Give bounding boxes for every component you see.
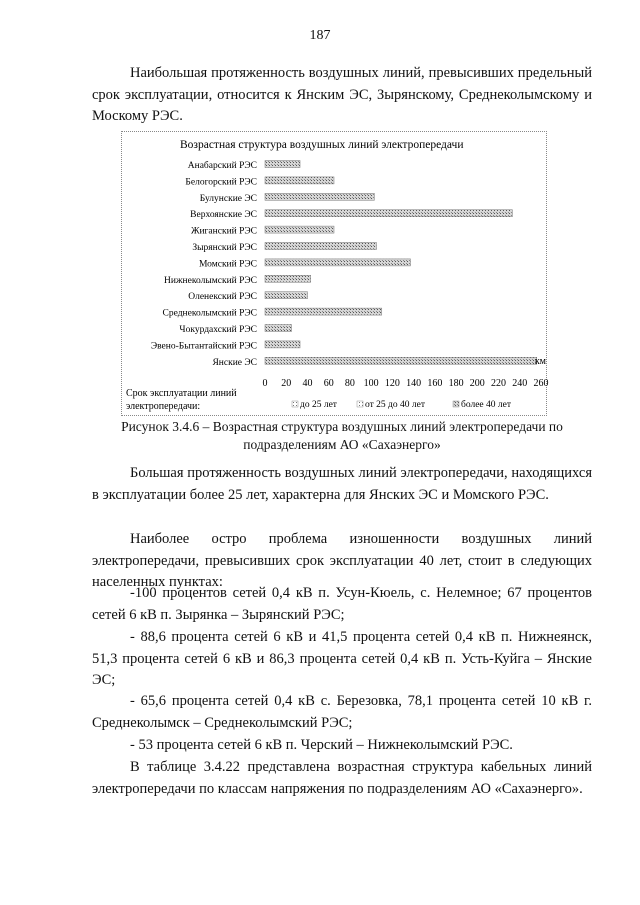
legend-swatch — [292, 401, 298, 407]
x-tick-label: 200 — [469, 378, 485, 389]
bar-chart — [122, 132, 549, 415]
x-tick-label: 260 — [533, 378, 549, 389]
bar-over-40 — [265, 259, 410, 266]
bar-over-40 — [265, 210, 512, 217]
x-tick-label: 160 — [427, 378, 443, 389]
x-tick-label: 40 — [302, 378, 313, 389]
category-label: Эвено-Бытантайский РЭС — [150, 341, 257, 352]
paragraph-1: Большая протяженность воздушных линий электропередачи, находящихся в эксплуатации более 25 лет, характерна для Янских ЭС и Момского РЭС. — [92, 465, 592, 503]
x-tick-label: 0 — [262, 378, 268, 389]
bar-over-40 — [265, 161, 300, 168]
category-label: Момский РЭС — [198, 259, 257, 270]
bar-over-40 — [265, 243, 376, 250]
x-tick-label: 80 — [344, 378, 355, 389]
category-label: Янские ЭС — [212, 357, 257, 368]
legend-label: более 40 лет — [461, 400, 511, 410]
legend-title-line2: электропередачи: — [126, 401, 201, 412]
bar-over-40 — [265, 226, 334, 233]
page-number: 187 — [309, 28, 331, 43]
legend-swatch — [453, 401, 459, 407]
x-tick-label: 140 — [406, 378, 422, 389]
paragraph-2: Наиболее остро проблема изношенности воздушных линий электропередачи, превысивших срок эксплуатации 40 лет, стоит в следующих населенных пунктах: — [92, 531, 592, 590]
category-label: Нижнеколымский РЭС — [164, 275, 257, 286]
category-label: Жиганский РЭС — [190, 226, 257, 237]
chart-title: Возрастная структура воздушных линий электропередачи — [180, 139, 464, 151]
list-item-4: - 53 процента сетей 6 кВ п. Черский – Нижнеколымский РЭС. — [130, 737, 513, 753]
paragraph-3: В таблице 3.4.22 представлена возрастная структура кабельных линий электропередачи по классам напряжения по подразделениям АО «Сахаэнерго». — [92, 759, 592, 797]
bar-over-40 — [265, 308, 382, 315]
x-tick-label: 60 — [323, 378, 334, 389]
paragraph-intro: Наибольшая протяженность воздушных линий, превысивших предельный срок эксплуатации, относится к Янским ЭС, Зырянскому, Среднеколымскому и Москому РЭС. — [92, 65, 592, 124]
category-label: Среднеколымский РЭС — [162, 308, 257, 319]
bar-over-40 — [265, 325, 292, 332]
legend-label: до 25 лет — [300, 400, 337, 410]
x-tick-label: 180 — [448, 378, 464, 389]
x-tick-label: 100 — [363, 378, 379, 389]
x-tick-label: 20 — [281, 378, 292, 389]
list-item-1: -100 процентов сетей 0,4 кВ п. Усун-Кюель, с. Нелемное; 67 процентов сетей 6 кВ п. Зырянка – Зырянский РЭС; — [92, 585, 592, 623]
figure-caption: Рисунок 3.4.6 – Возрастная структура воздушных линий электропередачи по подразделениям АО «Сахаэнерго» — [121, 419, 563, 452]
legend-swatch — [357, 401, 363, 407]
category-label: Чокурдахский РЭС — [179, 325, 257, 335]
bar-over-40 — [265, 275, 311, 282]
unit-label: км — [534, 356, 546, 367]
x-tick-label: 240 — [512, 378, 528, 389]
legend-label: от 25 до 40 лет — [365, 400, 425, 410]
chart-frame — [121, 131, 547, 416]
category-label: Булунские ЭС — [199, 193, 257, 204]
x-tick-label: 220 — [491, 378, 507, 389]
bar-over-40 — [265, 177, 334, 184]
bar-over-40 — [265, 292, 307, 299]
bar-over-40 — [265, 357, 537, 364]
x-tick-label: 120 — [384, 378, 400, 389]
list-item-2: - 88,6 процента сетей 6 кВ и 41,5 процента сетей 0,4 кВ п. Нижнеянск, 51,3 процента сетей 6 кВ и 86,3 процента сетей 0,4 кВ п. Усть-Куйга – Янские ЭС; — [92, 629, 592, 688]
category-label: Оленекский РЭС — [188, 292, 257, 303]
bar-over-40 — [265, 193, 374, 200]
bar-over-40 — [265, 341, 300, 348]
list-item-3: - 65,6 процента сетей 0,4 кВ с. Березовка, 78,1 процента сетей 10 кВ г. Среднеколымск – Среднеколымский РЭС; — [92, 693, 592, 731]
legend-title-line1: Срок эксплуатации линий — [126, 388, 237, 399]
category-label: Зырянский РЭС — [192, 243, 257, 253]
category-label: Белогорский РЭС — [185, 177, 257, 188]
category-label: Верхоянские ЭС — [190, 210, 257, 221]
category-label: Анабарский РЭС — [187, 161, 257, 171]
